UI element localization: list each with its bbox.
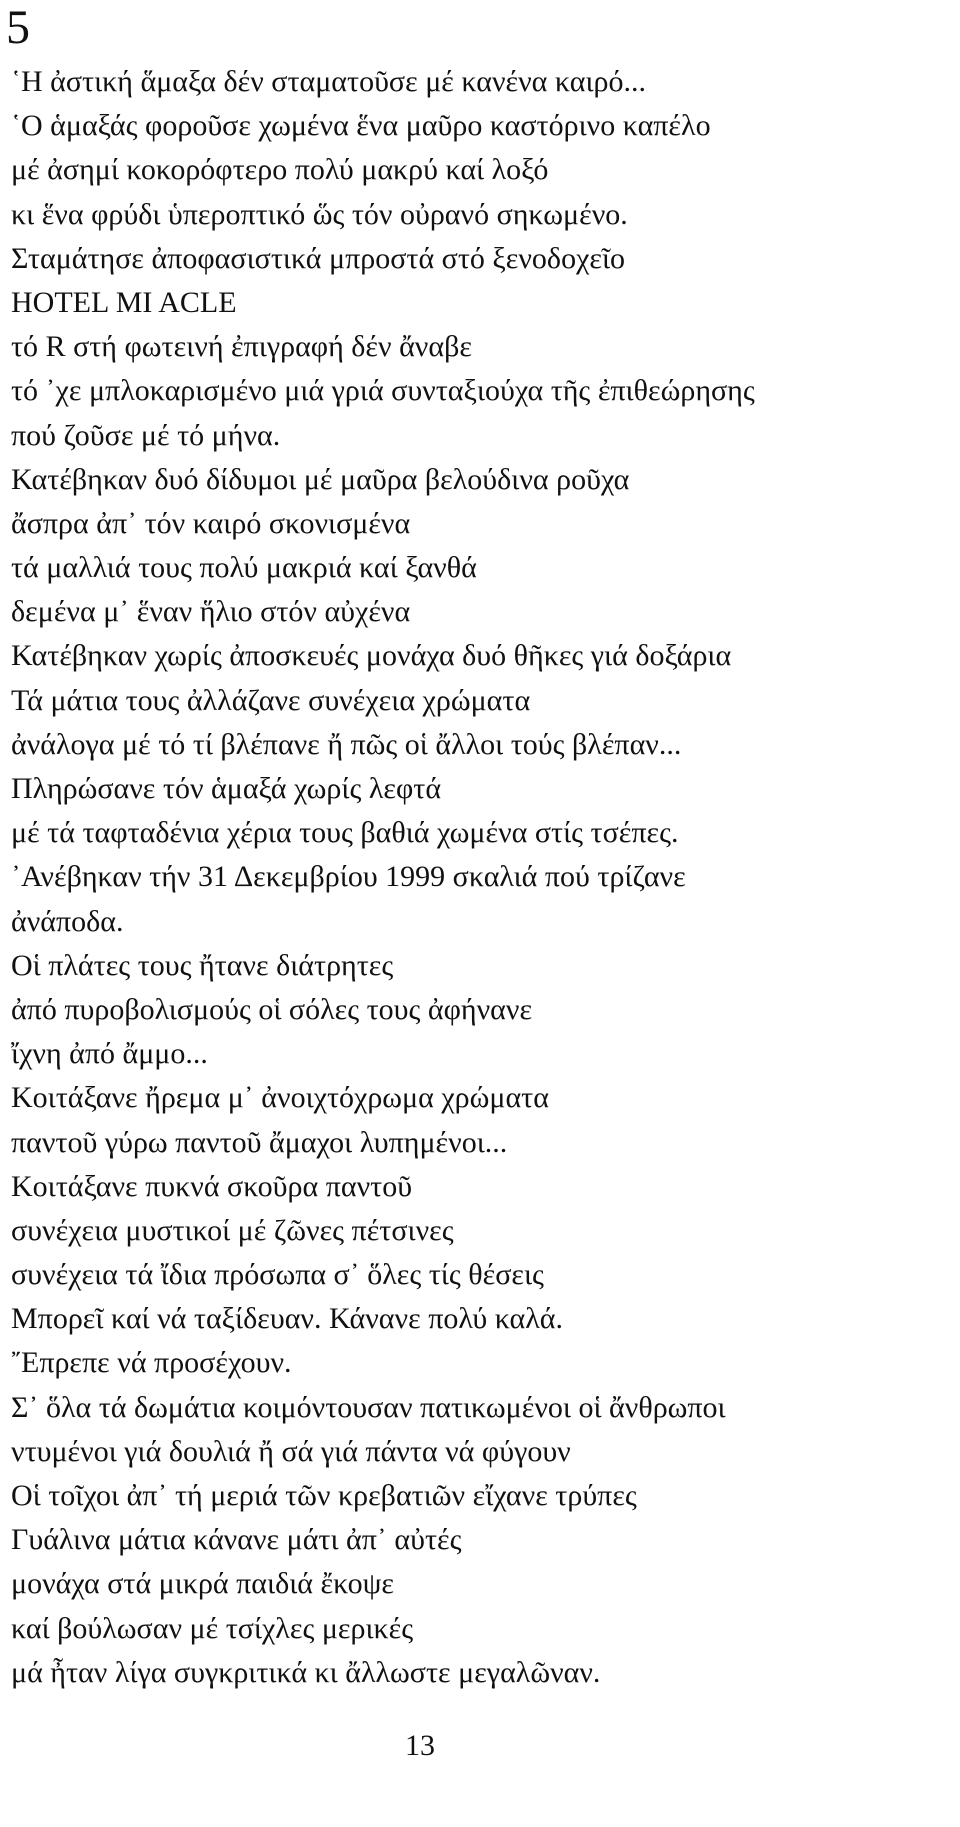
section-number: 5: [6, 1, 30, 54]
poem-line: μέ τά ταφταδένια χέρια τους βαθιά χωμένα στίς τσέπες.: [11, 816, 679, 850]
poem-line: Γυάλινα μάτια κάνανε μάτι ἀπ᾿ αὐτές: [11, 1523, 462, 1557]
poem-line: Πληρώσανε τόν ἁμαξά χωρίς λεφτά: [11, 772, 442, 805]
poem-line: Τά μάτια τους ἀλλάζανε συνέχεια χρώματα: [11, 683, 531, 717]
poem-line: Μπορεῖ καί νά ταξίδευαν. Κάνανε πολύ καλά.: [11, 1302, 564, 1336]
poem-line: ἀνάποδα.: [11, 904, 124, 938]
poem-line: τό R στή φωτεινή ἐπιγραφή δέν ἄναβε: [11, 330, 472, 364]
poem-line: ἀπό πυροβολισμούς οἱ σόλες τους ἀφήνανε: [11, 992, 533, 1026]
poem-line: ἴχνη ἀπό ἄμμο...: [11, 1037, 208, 1071]
poem-line: Σταμάτησε ἀποφασιστικά μπροστά στό ξενοδοχεῖο: [11, 241, 626, 275]
page-number: [0, 1728, 960, 1764]
poem-line: συνέχεια μυστικοί μέ ζῶνες πέτσινες: [11, 1213, 454, 1247]
poem-line: μέ ἀσημί κοκορόφτερο πολύ μακρύ καί λοξό: [11, 153, 549, 187]
poem-line: τό ᾿χε μπλοκαρισμένο μιά γριά συνταξιούχα τῆς ἐπιθεώρησης: [11, 374, 755, 408]
poem-line: Κοιτάξανε πυκνά σκοῦρα παντοῦ: [11, 1169, 413, 1203]
poem-line: πού ζοῦσε μέ τό μήνα.: [11, 418, 281, 452]
poem-line: Οἱ πλάτες τους ἤτανε διάτρητες: [11, 948, 394, 982]
poem-line: ῾Ο ἁμαξάς φοροῦσε χωμένα ἕνα μαῦρο καστόρινο καπέλο: [11, 109, 711, 143]
poem-line: καί βούλωσαν μέ τσίχλες μερικές: [11, 1611, 414, 1645]
poem-line: HOTEL MI ACLE: [11, 285, 237, 319]
poem-line: Κατέβηκαν χωρίς ἀποσκευές μονάχα δυό θῆκες γιά δοξάρια: [11, 639, 732, 673]
poem-line: κι ἕνα φρύδι ὑπεροπτικό ὥς τόν οὐρανό σηκωμένο.: [11, 197, 628, 231]
poem-line: ῾Η ἀστική ἅμαξα δέν σταματοῦσε μέ κανένα καιρό...: [11, 65, 647, 98]
page-number-text: 13: [405, 1729, 435, 1762]
poem-line: δεμένα μ᾿ ἕναν ἥλιο στόν αὐχένα: [11, 595, 411, 629]
poem-line: ῎Επρεπε νά προσέχουν.: [11, 1346, 292, 1380]
poem-line: Κατέβηκαν δυό δίδυμοι μέ μαῦρα βελούδινα ροῦχα: [11, 462, 630, 496]
poem-line: Κοιτάξανε ἤρεμα μ᾿ ἀνοιχτόχρωμα χρώματα: [11, 1081, 549, 1115]
poem-line: ᾿Ανέβηκαν τήν 31 Δεκεμβρίου 1999 σκαλιά πού τρίζανε: [11, 860, 686, 894]
poem-line: ἄσπρα ἀπ᾿ τόν καιρό σκονισμένα: [11, 506, 411, 540]
poem-line: Οἱ τοῖχοι ἀπ᾿ τή μεριά τῶν κρεβατιῶν εἴχανε τρύπες: [11, 1479, 637, 1512]
poem-line: παντοῦ γύρω παντοῦ ἄμαχοι λυπημένοι...: [11, 1125, 508, 1159]
poem-line: Σ᾿ ὅλα τά δωμάτια κοιμόντουσαν πατικωμένοι οἱ ἄνθρωποι: [11, 1390, 726, 1424]
poem-text: [11, 60, 951, 1695]
poem-line: τά μαλλιά τους πολύ μακριά καί ξανθά: [11, 551, 477, 585]
poem-line: μά ἦταν λίγα συγκριτικά κι ἄλλωστε μεγαλῶναν.: [11, 1655, 601, 1689]
poem-line: ἀνάλογα μέ τό τί βλέπανε ἤ πῶς οἱ ἄλλοι τούς βλέπαν...: [11, 727, 682, 761]
poem-line: συνέχεια τά ἴδια πρόσωπα σ᾿ ὅλες τίς θέσεις: [11, 1258, 544, 1292]
poem-line: ντυμένοι γιά δουλιά ἤ σά γιά πάντα νά φύγουν: [11, 1434, 571, 1468]
poem-line: μονάχα στά μικρά παιδιά ἔκοψε: [11, 1567, 394, 1601]
